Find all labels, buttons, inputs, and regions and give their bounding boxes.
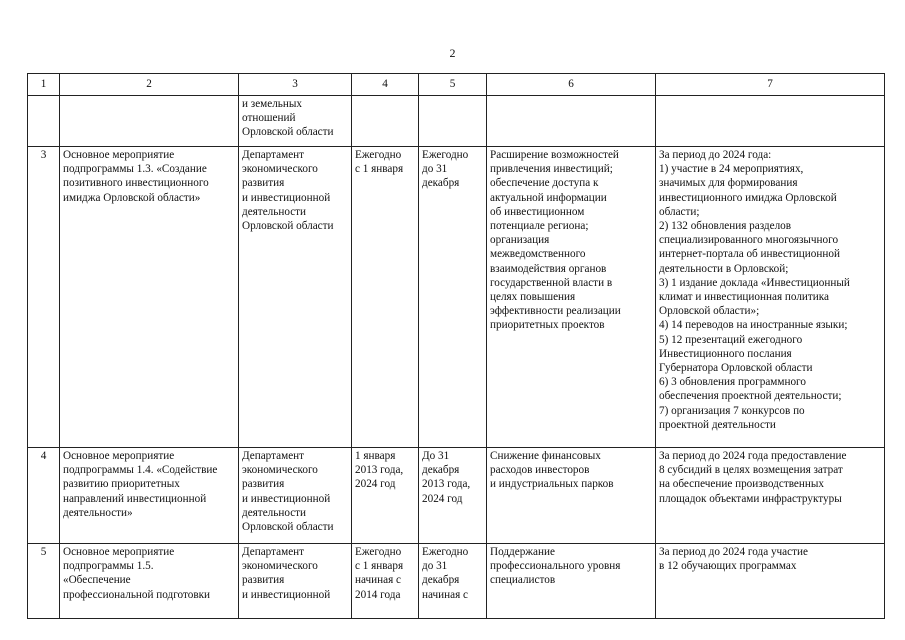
end-date [419,96,487,147]
expected-result [487,96,656,147]
row-number: 3 [28,147,60,448]
expected-result: Поддержание профессионального уровня специалистов [487,544,656,619]
end-date: Ежегодно до 31 декабря начиная с [419,544,487,619]
column-number: 5 [419,74,487,96]
expected-result: Расширение возможностей привлечения инвестиций; обеспечение доступа к актуальной информации об инвестиционном потенциале региона; организация межведомственного взаимодействия органов государственной власти в целях повышения эффективности реализации приоритетных проектов [487,147,656,448]
responsible-executor: и земельных отношений Орловской области [239,96,352,147]
table-row [28,147,885,448]
start-date: 1 января 2013 года, 2024 год [352,448,419,544]
column-number: 4 [352,74,419,96]
indicators [656,96,885,147]
measure-name: Основное мероприятие подпрограммы 1.5. «Обеспечение профессиональной подготовки [60,544,239,619]
indicators: За период до 2024 года участие в 12 обучающих программах [656,544,885,619]
table-row [28,96,885,147]
row-number: 5 [28,544,60,619]
end-date: Ежегодно до 31 декабря [419,147,487,448]
row-number [28,96,60,147]
table-row [28,544,885,619]
responsible-executor: Департамент экономического развития и инвестиционной деятельности Орловской области [239,147,352,448]
column-number: 3 [239,74,352,96]
start-date: Ежегодно с 1 января начиная с 2014 года [352,544,419,619]
expected-result: Снижение финансовых расходов инвесторов и индустриальных парков [487,448,656,544]
column-number: 2 [60,74,239,96]
start-date: Ежегодно с 1 января [352,147,419,448]
responsible-executor: Департамент экономического развития и инвестиционной деятельности Орловской области [239,448,352,544]
measure-name: Основное мероприятие подпрограммы 1.3. «Создание позитивного инвестиционного имиджа Орловской области» [60,147,239,448]
row-number: 4 [28,448,60,544]
column-number-row [28,74,885,96]
start-date [352,96,419,147]
page-number: 2 [449,46,456,60]
measure-name: Основное мероприятие подпрограммы 1.4. «Содействие развитию приоритетных направлений инвестиционной деятельности» [60,448,239,544]
indicators: За период до 2024 года: 1) участие в 24 мероприятиях, значимых для формирования инвестиционного имиджа Орловской области; 2) 132 обновления разделов специализированного многоязычного интернет-портала об инвестиционной деятельности в Орловской; 3) 1 издание доклада «Инвестиционный климат и инвестиционная политика Орловской области»; 4) 14 переводов на иностранные языки; 5) 12 презентаций ежегодного Инвестиционного послания Губернатора Орловской области 6) 3 обновления программного обеспечения проектной деятельности; 7) организация 7 конкурсов по проектной деятельности [656,147,885,448]
measure-name [60,96,239,147]
responsible-executor: Департамент экономического развития и инвестиционной [239,544,352,619]
end-date: До 31 декабря 2013 года, 2024 год [419,448,487,544]
column-number: 6 [487,74,656,96]
column-number: 7 [656,74,885,96]
column-number: 1 [28,74,60,96]
table-row [28,448,885,544]
indicators: За период до 2024 года предоставление 8 субсидий в целях возмещения затрат на обеспечение производственных площадок объектами инфраструктуры [656,448,885,544]
measures-table [27,73,885,619]
